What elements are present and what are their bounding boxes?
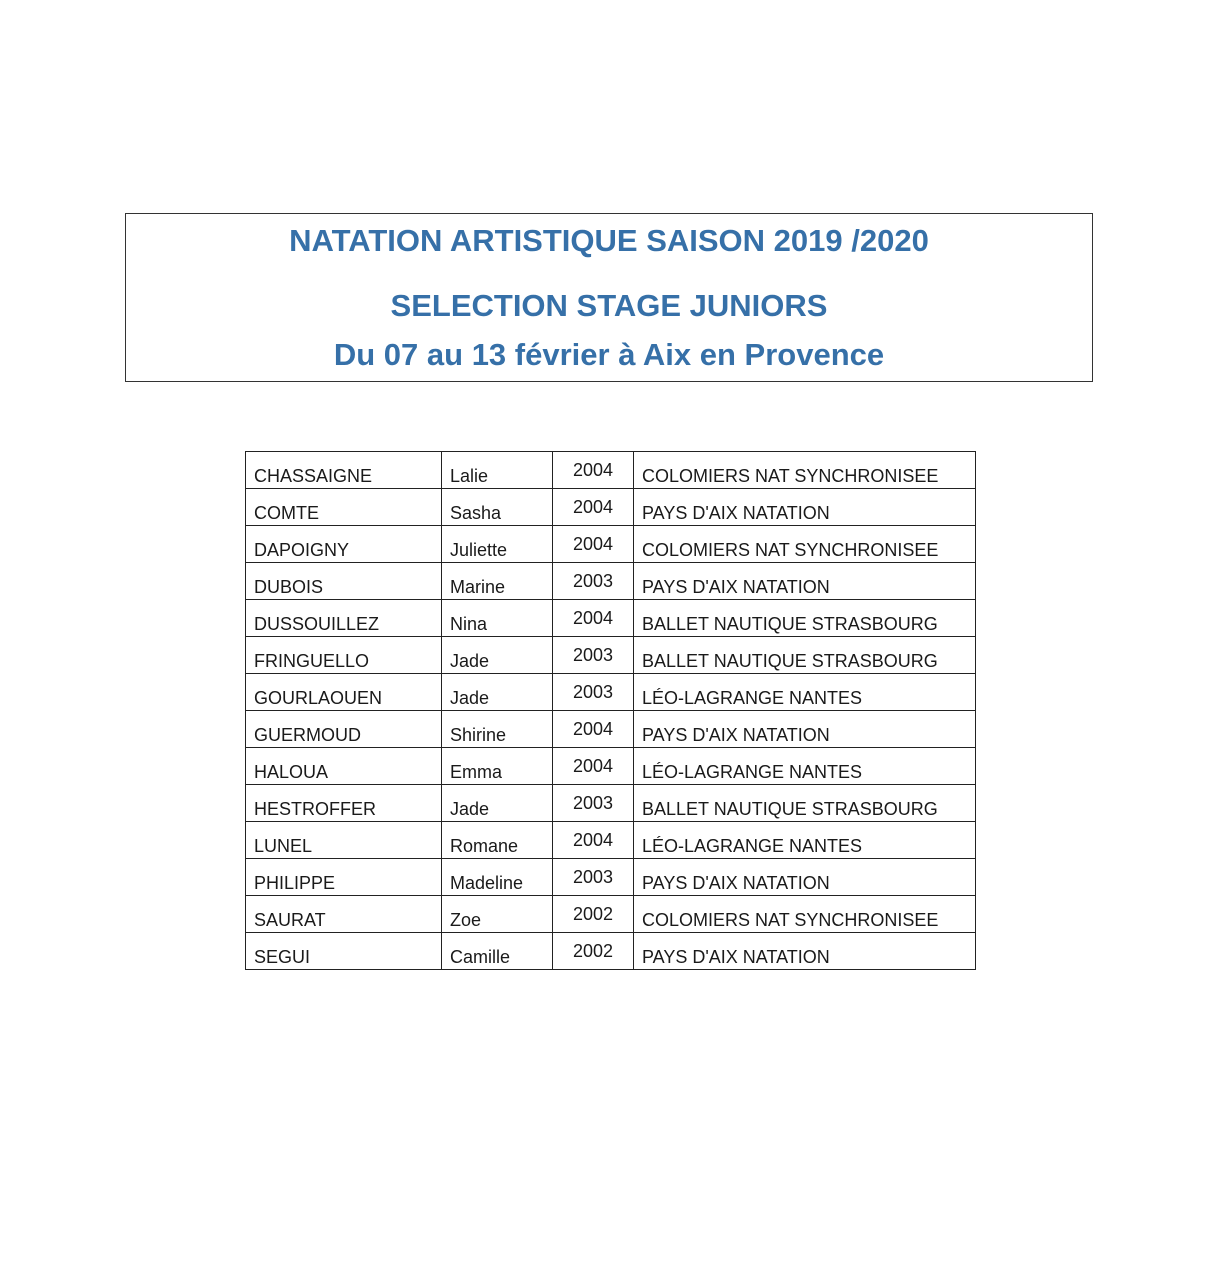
first-name-cell: Madeline (442, 859, 553, 896)
birth-year-cell: 2004 (553, 489, 634, 526)
table-row (246, 452, 976, 489)
last-name-cell: LUNEL (246, 822, 442, 859)
first-name-cell: Marine (442, 563, 553, 600)
event-dates-location: Du 07 au 13 février à Aix en Provence (333, 337, 885, 372)
last-name-cell: DUBOIS (246, 563, 442, 600)
last-name-cell: HALOUA (246, 748, 442, 785)
table-row (246, 563, 976, 600)
club-cell: COLOMIERS NAT SYNCHRONISEE (634, 526, 976, 563)
first-name-cell: Shirine (442, 711, 553, 748)
birth-year-cell: 2004 (553, 452, 634, 489)
first-name-cell: Zoe (442, 896, 553, 933)
club-cell: COLOMIERS NAT SYNCHRONISEE (634, 452, 976, 489)
table-row (246, 674, 976, 711)
club-cell: PAYS D'AIX NATATION (634, 489, 976, 526)
roster-table-body (246, 452, 976, 970)
last-name-cell: GOURLAOUEN (246, 674, 442, 711)
last-name-cell: FRINGUELLO (246, 637, 442, 674)
last-name-cell: DAPOIGNY (246, 526, 442, 563)
birth-year-cell: 2002 (553, 933, 634, 970)
club-cell: COLOMIERS NAT SYNCHRONISEE (634, 896, 976, 933)
last-name-cell: HESTROFFER (246, 785, 442, 822)
birth-year-cell: 2004 (553, 748, 634, 785)
last-name-cell: CHASSAIGNE (246, 452, 442, 489)
last-name-cell: COMTE (246, 489, 442, 526)
table-row (246, 748, 976, 785)
last-name-cell: SEGUI (246, 933, 442, 970)
first-name-cell: Camille (442, 933, 553, 970)
table-row (246, 526, 976, 563)
birth-year-cell: 2004 (553, 526, 634, 563)
table-row (246, 711, 976, 748)
table-row (246, 933, 976, 970)
first-name-cell: Sasha (442, 489, 553, 526)
table-row (246, 859, 976, 896)
table-row (246, 637, 976, 674)
club-cell: PAYS D'AIX NATATION (634, 859, 976, 896)
last-name-cell: PHILIPPE (246, 859, 442, 896)
first-name-cell: Jade (442, 674, 553, 711)
roster-table (245, 451, 976, 970)
table-row (246, 489, 976, 526)
birth-year-cell: 2003 (553, 637, 634, 674)
page-title: NATATION ARTISTIQUE SAISON 2019 /2020 (289, 223, 929, 258)
birth-year-cell: 2004 (553, 822, 634, 859)
table-row (246, 600, 976, 637)
page-subtitle: SELECTION STAGE JUNIORS (390, 288, 828, 323)
first-name-cell: Lalie (442, 452, 553, 489)
first-name-cell: Emma (442, 748, 553, 785)
club-cell: LÉO-LAGRANGE NANTES (634, 748, 976, 785)
club-cell: LÉO-LAGRANGE NANTES (634, 822, 976, 859)
first-name-cell: Juliette (442, 526, 553, 563)
last-name-cell: SAURAT (246, 896, 442, 933)
last-name-cell: GUERMOUD (246, 711, 442, 748)
table-row (246, 896, 976, 933)
club-cell: BALLET NAUTIQUE STRASBOURG (634, 637, 976, 674)
first-name-cell: Nina (442, 600, 553, 637)
club-cell: LÉO-LAGRANGE NANTES (634, 674, 976, 711)
birth-year-cell: 2002 (553, 896, 634, 933)
club-cell: PAYS D'AIX NATATION (634, 711, 976, 748)
club-cell: BALLET NAUTIQUE STRASBOURG (634, 600, 976, 637)
birth-year-cell: 2003 (553, 674, 634, 711)
birth-year-cell: 2004 (553, 711, 634, 748)
table-row (246, 822, 976, 859)
table-row (246, 785, 976, 822)
birth-year-cell: 2003 (553, 563, 634, 600)
birth-year-cell: 2003 (553, 859, 634, 896)
first-name-cell: Jade (442, 637, 553, 674)
club-cell: BALLET NAUTIQUE STRASBOURG (634, 785, 976, 822)
birth-year-cell: 2003 (553, 785, 634, 822)
first-name-cell: Romane (442, 822, 553, 859)
title-box (125, 213, 1093, 382)
club-cell: PAYS D'AIX NATATION (634, 933, 976, 970)
last-name-cell: DUSSOUILLEZ (246, 600, 442, 637)
club-cell: PAYS D'AIX NATATION (634, 563, 976, 600)
birth-year-cell: 2004 (553, 600, 634, 637)
first-name-cell: Jade (442, 785, 553, 822)
